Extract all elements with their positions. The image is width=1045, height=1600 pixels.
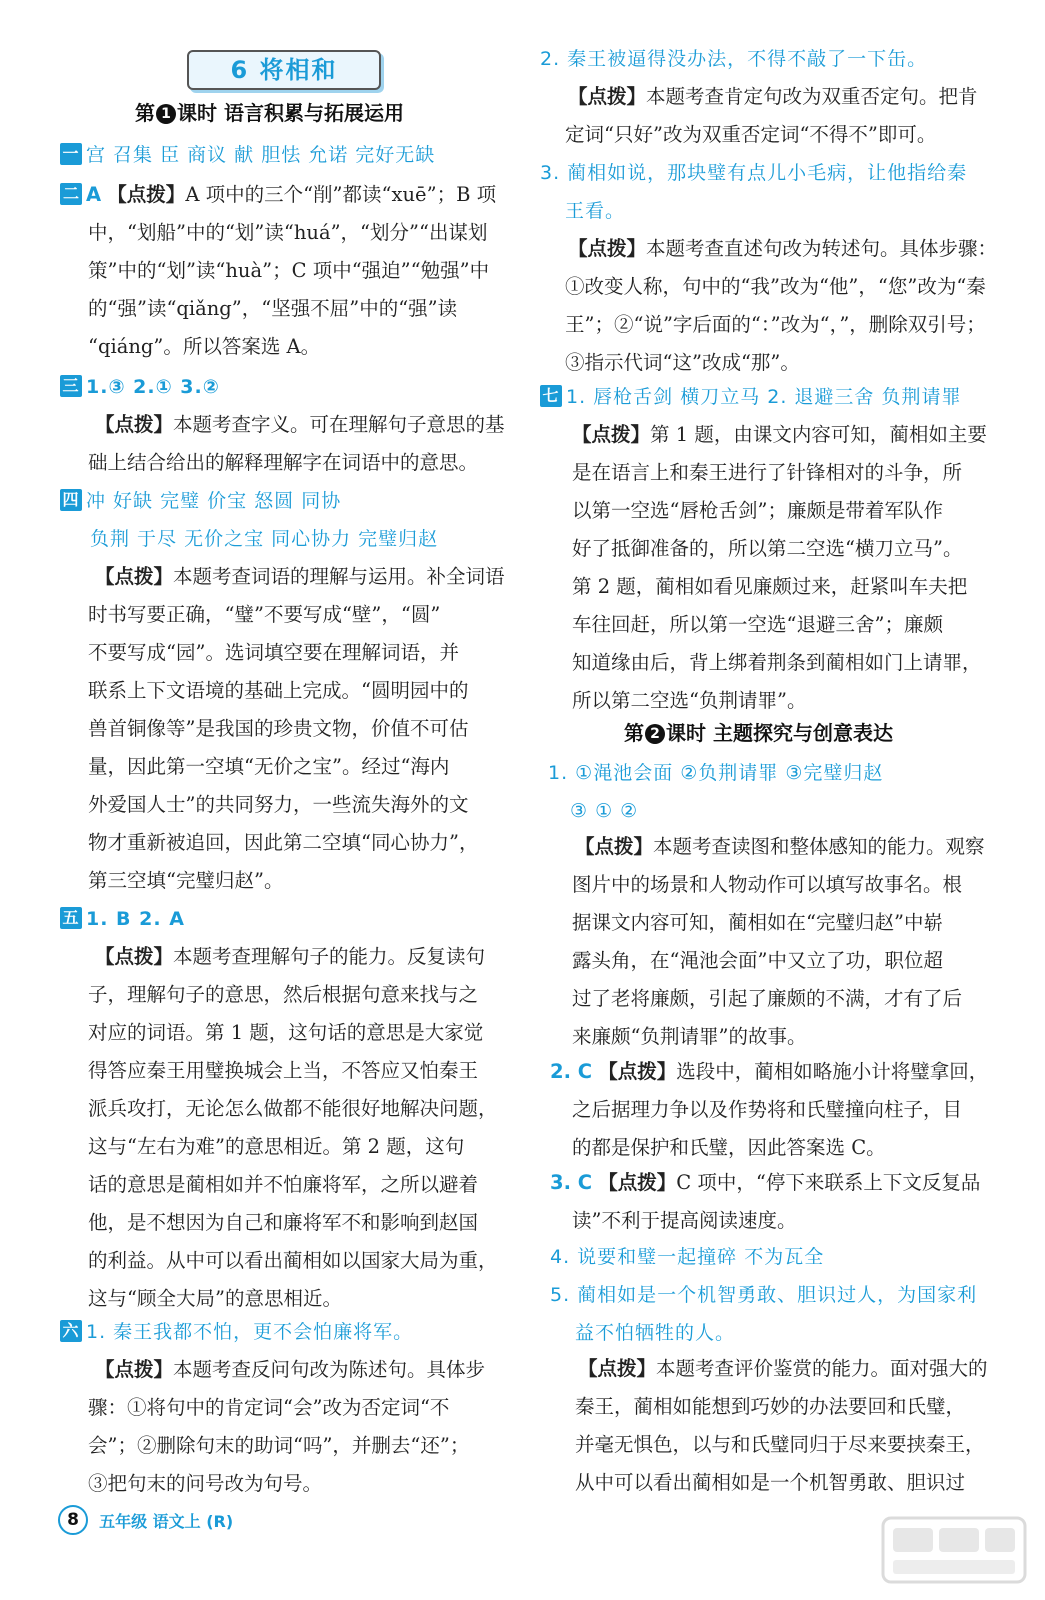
section-7-line-8: 所以第二空选“负荆请罪”。 — [572, 689, 807, 712]
question-2-answer: 2. 秦王被逼得没办法，不得不敲了一下缶。 — [540, 48, 928, 70]
l2-question-1-line-2: 图片中的场景和人物动作可以填写故事名。根 — [572, 873, 963, 896]
section-2-text: A 项中的三个“削”都读“xuē”；B 项 — [185, 183, 497, 206]
hint-tag: 【点拨】 — [568, 85, 647, 108]
section-7-line-7: 知道缘由后，背上绑着荆条到蔺相如门上请罪， — [572, 651, 982, 674]
l2-question-1-line-3: 据课文内容可知，蔺相如在“完璧归赵”中崭 — [572, 911, 943, 934]
question-3-line-4: ③指示代词“这”改成“那”。 — [565, 351, 800, 374]
section-1-answer-text: 宫 召集 臣 商议 献 胆怯 允诺 完好无缺 — [86, 144, 436, 166]
section-2-line-3: 策”中的“划”读“huà”；C 项中“强迫”“勉强”中 — [88, 259, 490, 282]
hint-tag: 【点拨】 — [95, 565, 174, 588]
section-4-line-1 — [95, 560, 505, 594]
l2-question-1-line-4: 露头角，在“渑池会面”中又立了功，职位超 — [572, 949, 943, 972]
section-5-answer — [60, 902, 185, 936]
section-7-line-5: 第 2 题，蔺相如看见廉颇过来，赶紧叫车夫把 — [572, 575, 968, 598]
section-6-answer — [60, 1315, 413, 1349]
l2-question-3-text: C 项中，“停下来联系上下文反复品 — [676, 1171, 981, 1194]
watermark-logo-icon — [879, 1514, 1029, 1586]
l2-question-3-line-2: 读”不利于提高阅读速度。 — [572, 1209, 797, 1232]
section-3-answer-text: 1.③ 2.① 3.② — [86, 376, 220, 398]
question-2-line-2: 定词“只好”改为双重否定词“不得不”即可。 — [565, 123, 937, 146]
l2-question-5-line-3: 并毫无惧色，以与和氏璧同归于尽来要挟秦王， — [575, 1433, 985, 1456]
hint-tag: 【点拨】 — [95, 945, 174, 968]
section-2-line-4: 的“强”读“qiǎng”，“坚强不屈”中的“强”读 — [88, 297, 458, 320]
lesson-2-heading — [624, 718, 893, 748]
lesson-2-prefix: 第 — [624, 721, 644, 745]
section-6-line-3: 会”；②删除句末的助词“吗”，并删去“还”； — [88, 1434, 470, 1457]
hint-tag: 【点拨】 — [107, 183, 186, 206]
l2-question-5-answer-2: 益不怕牺牲的人。 — [575, 1322, 736, 1344]
l2-question-3-answer: 3. C — [550, 1171, 593, 1194]
section-6-line-4: ③把句末的问号改为句号。 — [88, 1472, 323, 1495]
section-6-answer-text: 1. 秦王我都不怕，更不会怕廉将军。 — [86, 1321, 414, 1343]
hint-tag: 【点拨】 — [598, 1060, 677, 1083]
section-3-badge: 三 — [60, 375, 82, 397]
l2-question-1-text: 本题考查读图和整体感知的能力。观察 — [653, 835, 985, 858]
hint-tag: 【点拨】 — [598, 1171, 677, 1194]
lesson-1-number: 1 — [156, 104, 176, 124]
l2-question-2-line-3: 的都是保护和氏璧，因此答案选 C。 — [572, 1136, 886, 1159]
hint-tag: 【点拨】 — [568, 237, 647, 260]
section-4-line-3: 不要写成“园”。选词填空要在理解词语，并 — [88, 641, 459, 664]
l2-question-2-line-1 — [550, 1055, 988, 1089]
section-5-answer-text: 1. B 2. A — [86, 908, 185, 930]
section-5-line-9: 的利益。从中可以看出蔺相如以国家大局为重， — [88, 1249, 498, 1272]
section-4-badge: 四 — [60, 489, 82, 511]
section-3-line-1 — [95, 408, 505, 442]
section-4-line-8: 物才重新被追回，因此第二空填“同心协力”， — [88, 831, 479, 854]
section-5-line-1 — [95, 940, 485, 974]
section-7-badge: 七 — [540, 385, 562, 407]
l2-question-5-text: 本题考查评价鉴赏的能力。面对强大的 — [656, 1357, 988, 1380]
section-7-line-1 — [572, 418, 987, 452]
section-7-text: 第 1 题，由课文内容可知，蔺相如主要 — [650, 423, 987, 446]
section-4-line-6: 量，因此第一空填“无价之宝”。经过“海内 — [88, 755, 450, 778]
question-3-answer-1: 3. 蔺相如说，那块璧有点儿小毛病，让他指给秦 — [540, 162, 968, 184]
section-4-line-2: 时书写要正确，“璧”不要写成“壁”，“圆” — [88, 603, 441, 626]
section-4-line-7: 外爱国人士”的共同努力，一些流失海外的文 — [88, 793, 469, 816]
question-3-text: 本题考查直述句改为转述句。具体步骤： — [646, 237, 998, 260]
section-2-line-1 — [60, 178, 496, 212]
l2-question-2-answer: 2. C — [550, 1060, 593, 1083]
section-7-line-4: 好了抵御准备的，所以第二空选“横刀立马”。 — [572, 537, 963, 560]
page-number: 8 — [58, 1505, 88, 1535]
section-5-badge: 五 — [60, 907, 82, 929]
section-7-answer — [540, 380, 961, 414]
section-6-badge: 六 — [60, 1320, 82, 1342]
section-6-line-1 — [95, 1353, 485, 1387]
section-5-line-8: 他，是不想因为自己和廉将军不和影响到赵国 — [88, 1211, 479, 1234]
l2-question-3-line-1 — [550, 1166, 980, 1200]
section-2-answer: A — [86, 183, 102, 206]
section-2-badge: 二 — [60, 183, 82, 205]
section-7-line-3: 以第一空选“唇枪舌剑”；廉颇是带着军队作 — [572, 499, 943, 522]
l2-question-1-answer-1: 1. ①渑池会面 ②负荆请罪 ③完璧归赵 — [548, 762, 884, 784]
section-7-line-6: 车往回赶，所以第一空选“退避三舍”；廉颇 — [572, 613, 943, 636]
hint-tag: 【点拨】 — [575, 835, 654, 858]
chapter-title: 6 将相和 — [187, 50, 381, 90]
l2-question-5-line-1 — [578, 1352, 988, 1386]
hint-tag: 【点拨】 — [572, 423, 651, 446]
hint-tag: 【点拨】 — [95, 1358, 174, 1381]
section-4-line-5: 兽首铜像等”是我国的珍贵文物，价值不可估 — [88, 717, 469, 740]
section-1-answer — [60, 138, 435, 172]
section-4-line-4: 联系上下文语境的基础上完成。“圆明园中的 — [88, 679, 469, 702]
l2-question-1-line-1 — [575, 830, 985, 864]
lesson-1-prefix: 第 — [135, 101, 155, 125]
l2-question-2-line-2: 之后据理力争以及作势将和氏璧撞向柱子，目 — [572, 1098, 963, 1121]
section-4-text: 本题考查词语的理解与运用。补全词语 — [173, 565, 505, 588]
page-footer — [58, 1505, 233, 1541]
section-7-answer-text: 1. 唇枪舌剑 横刀立马 2. 退避三舍 负荆请罪 — [566, 386, 962, 408]
l2-question-5-answer-1: 5. 蔺相如是一个机智勇敢、胆识过人，为国家利 — [550, 1284, 978, 1306]
l2-question-2-text: 选段中，蔺相如略施小计将璧拿回， — [676, 1060, 989, 1083]
question-3-line-2: ①改变人称，句中的“我”改为“他”，“您”改为“秦 — [565, 275, 986, 298]
section-5-text: 本题考查理解句子的能力。反复读句 — [173, 945, 486, 968]
l2-question-5-line-2: 秦王，蔺相如能想到巧妙的办法要回和氏璧， — [575, 1395, 966, 1418]
section-5-line-5: 派兵攻打，无论怎么做都不能很好地解决问题， — [88, 1097, 498, 1120]
l2-question-1-line-6: 来廉颇“负荆请罪”的故事。 — [572, 1025, 807, 1048]
section-3-text: 本题考查字义。可在理解句子意思的基 — [173, 413, 505, 436]
section-4-answer-2: 负荆 于尽 无价之宝 同心协力 完璧归赵 — [90, 528, 439, 550]
hint-tag: 【点拨】 — [95, 413, 174, 436]
l2-question-1-line-5: 过了老将廉颇，引起了廉颇的不满，才有了后 — [572, 987, 963, 1010]
section-5-line-3: 对应的词语。第 1 题，这句话的意思是大家觉 — [88, 1021, 484, 1044]
lesson-1-suffix: 课时 语言积累与拓展运用 — [177, 101, 404, 125]
section-6-line-2: 骤：①将句中的肯定词“会”改为否定词“不 — [88, 1396, 450, 1419]
section-5-line-4: 得答应秦王用璧换城会上当，不答应又怕秦王 — [88, 1059, 479, 1082]
lesson-2-suffix: 课时 主题探究与创意表达 — [666, 721, 893, 745]
section-4-line-9: 第三空填“完璧归赵”。 — [88, 869, 284, 892]
l2-question-4-answer: 4. 说要和璧一起撞碎 不为瓦全 — [550, 1246, 825, 1268]
question-3-answer-2: 王看。 — [565, 200, 626, 222]
book-brand: 五年级 语文上 (R) — [99, 1511, 234, 1531]
section-5-line-2: 子，理解句子的意思，然后根据句意来找与之 — [88, 983, 479, 1006]
section-1-badge: 一 — [60, 143, 82, 165]
lesson-2-number: 2 — [645, 724, 665, 744]
question-3-line-1 — [568, 232, 997, 266]
section-7-line-2: 是在语言上和秦王进行了针锋相对的斗争，所 — [572, 461, 963, 484]
section-2-line-5: “qiáng”。所以答案选 A。 — [88, 335, 321, 358]
l2-question-5-line-4: 从中可以看出蔺相如是一个机智勇敢、胆识过 — [575, 1471, 966, 1494]
section-5-line-7: 话的意思是蔺相如并不怕廉将军，之所以避着 — [88, 1173, 479, 1196]
l2-question-1-answer-2: ③ ① ② — [570, 800, 639, 822]
section-4-answer-1 — [60, 484, 341, 518]
question-2-line-1 — [568, 80, 978, 114]
section-2-line-2: 中，“划船”中的“划”读“huá”，“划分”“出谋划 — [88, 221, 488, 244]
question-3-line-3: 王”；②“说”字后面的“：”改为“，”，删除双引号； — [565, 313, 986, 336]
section-5-line-6: 这与“左右为难”的意思相近。第 2 题，这句 — [88, 1135, 465, 1158]
section-5-line-10: 这与“顾全大局”的意思相近。 — [88, 1287, 342, 1310]
hint-tag: 【点拨】 — [578, 1357, 657, 1380]
section-6-text: 本题考查反问句改为陈述句。具体步 — [173, 1358, 486, 1381]
section-3-line-2: 础上结合给出的解释理解字在词语中的意思。 — [88, 451, 479, 474]
section-3-answer — [60, 370, 220, 404]
question-2-text: 本题考查肯定句改为双重否定句。把肯 — [646, 85, 978, 108]
section-4-answer-text-1: 冲 好缺 完璧 价宝 怒圆 同协 — [86, 490, 342, 512]
lesson-1-heading — [135, 98, 404, 128]
